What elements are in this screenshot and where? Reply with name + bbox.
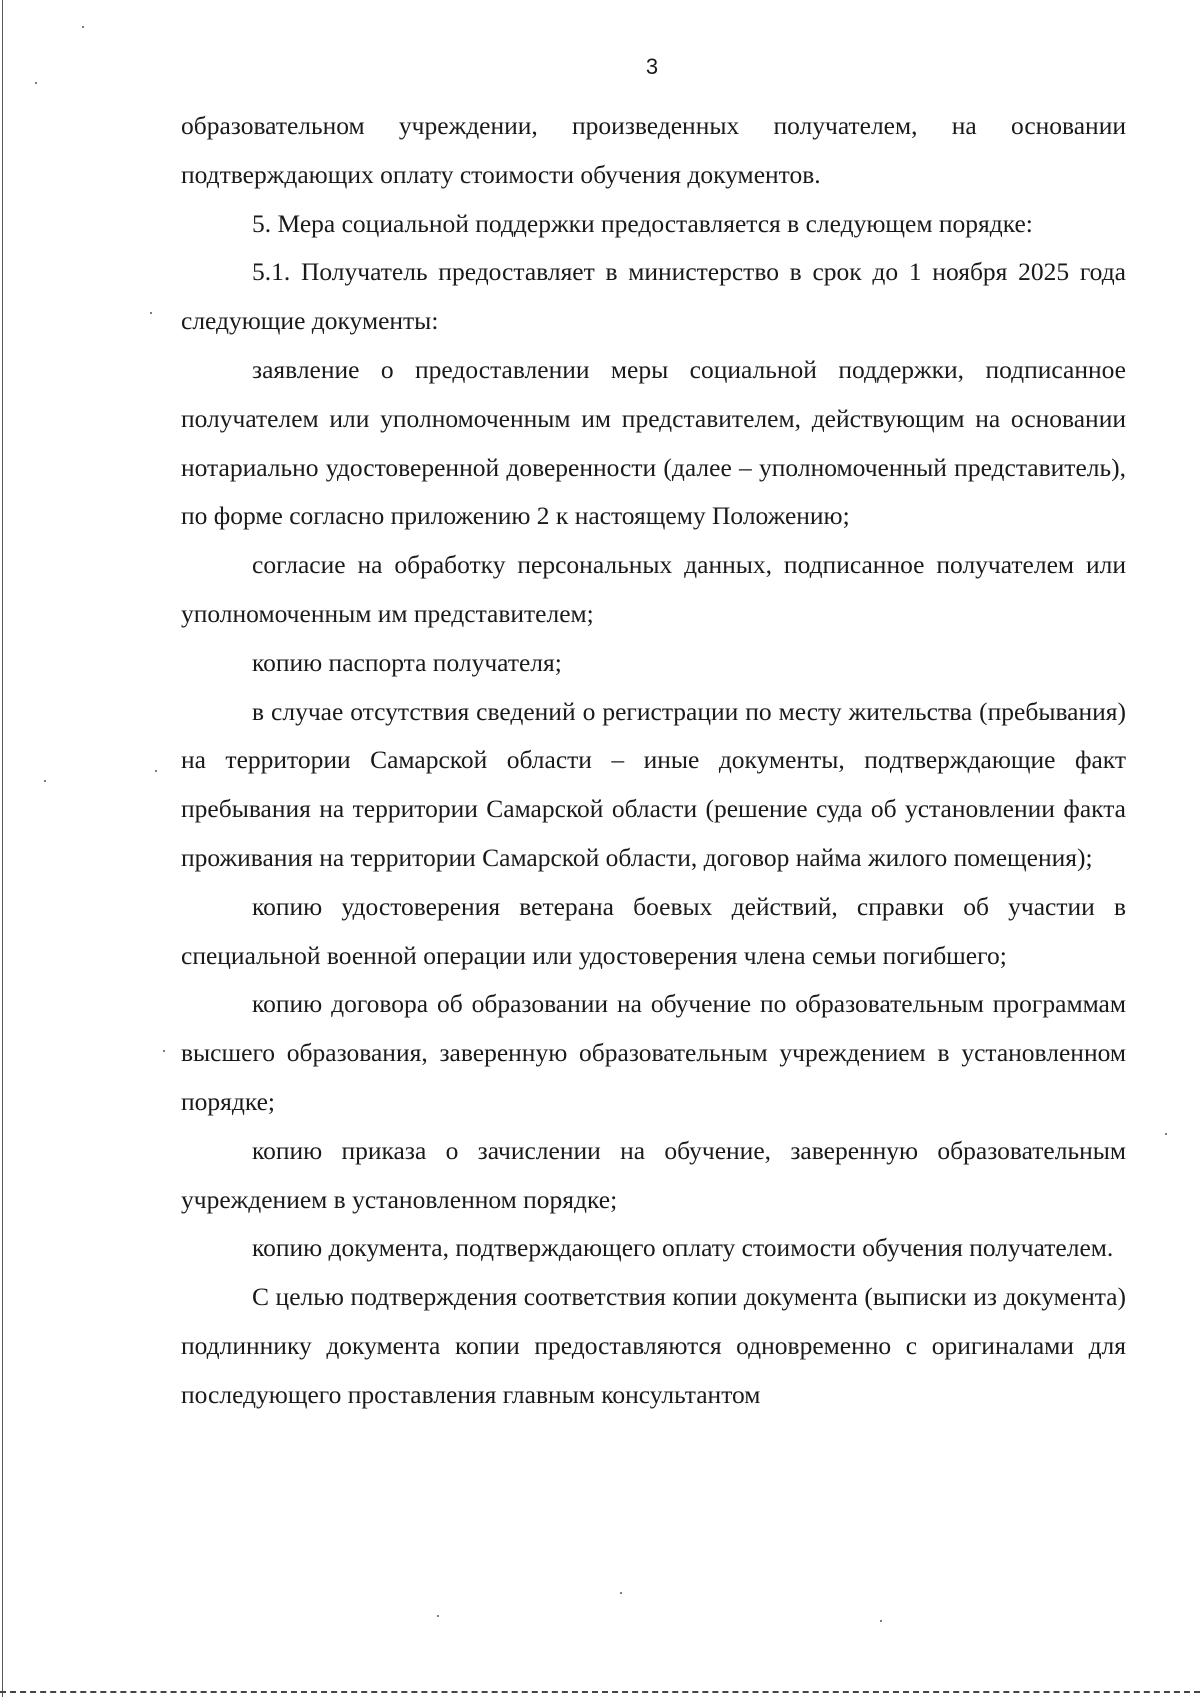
paragraph-item-5-1: 5.1. Получатель предоставляет в министерство в срок до 1 ноября 2025 года следующие документы: [181,257,1126,336]
scan-speck [44,780,46,782]
page-number: 3 [645,54,659,79]
scan-bottom-edge [0,1691,1200,1693]
paragraph-item-5: 5. Мера социальной поддержки предоставляется в следующем порядке: [252,208,1033,238]
scan-speck [880,1620,882,1622]
scan-speck [620,1592,622,1594]
scan-speck [150,312,152,314]
scan-speck [35,82,37,84]
paragraph-application: заявление о предоставлении меры социальной поддержки, подписанное получателем или уполномоченным им представителем, действующим на основании нотариально удостоверенной доверенности (далее – уполномоченный представитель), по форме согласно приложению 2 к настоящему Положению; [181,354,1126,531]
paragraph-education-contract: копию договора об образовании на обучение по образовательным программам высшего образования, заверенную образовательным учреждением в установленном порядке; [181,989,1126,1116]
paragraph-consent: согласие на обработку персональных данных, подписанное получателем или уполномоченным им представителем; [181,550,1126,628]
paragraph-veteran-certificate: копию удостоверения ветерана боевых действий, справки об участии в специальной военной операции или удостоверения члена семьи погибшего; [181,891,1126,970]
scan-speck [1165,1133,1167,1135]
paragraph-copy-verification: С целью подтверждения соответствия копии документа (выписки из документа) подлиннику документа копии предоставляются одновременно с оригиналами для последующего проставления главным консультантом [181,1282,1126,1409]
document-body [181,102,1126,1420]
scan-speck [155,770,157,772]
scan-speck [82,26,84,28]
paragraph-residence-documents: в случае отсутствия сведений о регистрации по месту жительства (пребывания) на территории Самарской области – иные документы, подтверждающие факт пребывания на территории Самарской области (решение суда об установлении факта проживания на территории Самарской области, договор найма жилого помещения); [181,696,1126,872]
paragraph-payment-document: копию документа, подтверждающего оплату стоимости обучения получателем. [252,1233,1114,1263]
paragraph-enrollment-order: копию приказа о зачислении на обучение, заверенную образовательным учреждением в установленном порядке; [181,1135,1126,1214]
scan-speck [163,1050,165,1052]
paragraph-continuation: образовательном учреждении, произведенных получателем, на основании подтверждающих оплату стоимости обучения документов. [181,111,1126,189]
paragraph-passport-copy: копию паспорта получателя; [252,647,562,677]
scan-speck [437,1615,439,1617]
scan-left-edge [2,0,3,1697]
